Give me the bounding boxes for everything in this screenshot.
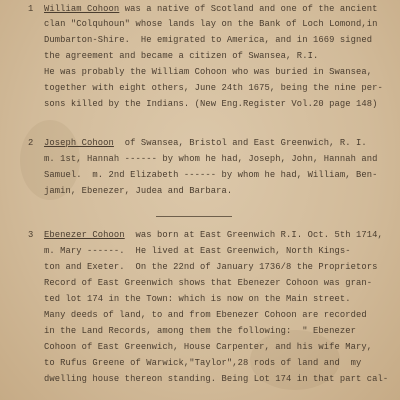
entry-line: Many deeds of land, to and from Ebenezer Cohoon are recorded	[44, 310, 367, 320]
entry-line: in the Land Records, among them the following: " Ebenezer	[44, 326, 356, 336]
person-name: Joseph Cohoon	[44, 138, 114, 148]
entry-line: He was probably the William Cohoon who was buried in Swansea,	[44, 67, 373, 77]
entry-line: Cohoon of East Greenwich, House Carpenter, and his wife Mary,	[44, 342, 373, 352]
entry-line: dwelling house thereon standing. Being Lot 174 in that part cal-	[44, 374, 389, 384]
section-divider	[156, 216, 232, 217]
entry-line: together with eight others, June 24th 1675, being the nine per-	[44, 83, 383, 93]
entry-line: Samuel. m. 2nd Elizabeth ------ by whom he had, William, Ben-	[44, 170, 378, 180]
entry-line: m. Mary ------. He lived at East Greenwich, North Kings-	[44, 246, 351, 256]
entry-number: 2	[28, 138, 34, 148]
entry-line: William Cohoon was a native of Scotland and one of the ancient	[44, 4, 378, 14]
entry-line: ted lot 174 in the Town: which is now on the Main street.	[44, 294, 351, 304]
entry-line: the agreement and became a citizen of Swansea, R.I.	[44, 51, 319, 61]
entry-line: clan "Colquhoun" whose lands lay on the Bank of Loch Lomond,in	[44, 19, 378, 29]
entry-line: jamin, Ebenezer, Judea and Barbara.	[44, 186, 233, 196]
entry-line: ton and Exeter. On the 22nd of January 1736/8 the Proprietors	[44, 262, 378, 272]
entry-line: to Rufus Greene of Warwick,"Taylor",28 rods of land and my	[44, 358, 362, 368]
entry-line: Ebenezer Cohoon was born at East Greenwich R.I. Oct. 5th 1714,	[44, 230, 383, 240]
entry-line: Dumbarton-Shire. He emigrated to America, and in 1669 signed	[44, 35, 373, 45]
entry-line: Joseph Cohoon of Swansea, Bristol and East Greenwich, R. I.	[44, 138, 367, 148]
person-name: William Cohoon	[44, 4, 120, 14]
entry-line: m. 1st, Hannah ------ by whom he had, Joseph, John, Hannah and	[44, 154, 378, 164]
entry-line: Record of East Greenwich shows that Ebenezer Cohoon was gran-	[44, 278, 373, 288]
entry-number: 1	[28, 4, 34, 14]
entry-number: 3	[28, 230, 34, 240]
entry-line: sons killed by the Indians. (New Eng.Register Vol.20 page 148)	[44, 99, 378, 109]
person-name: Ebenezer Cohoon	[44, 230, 125, 240]
